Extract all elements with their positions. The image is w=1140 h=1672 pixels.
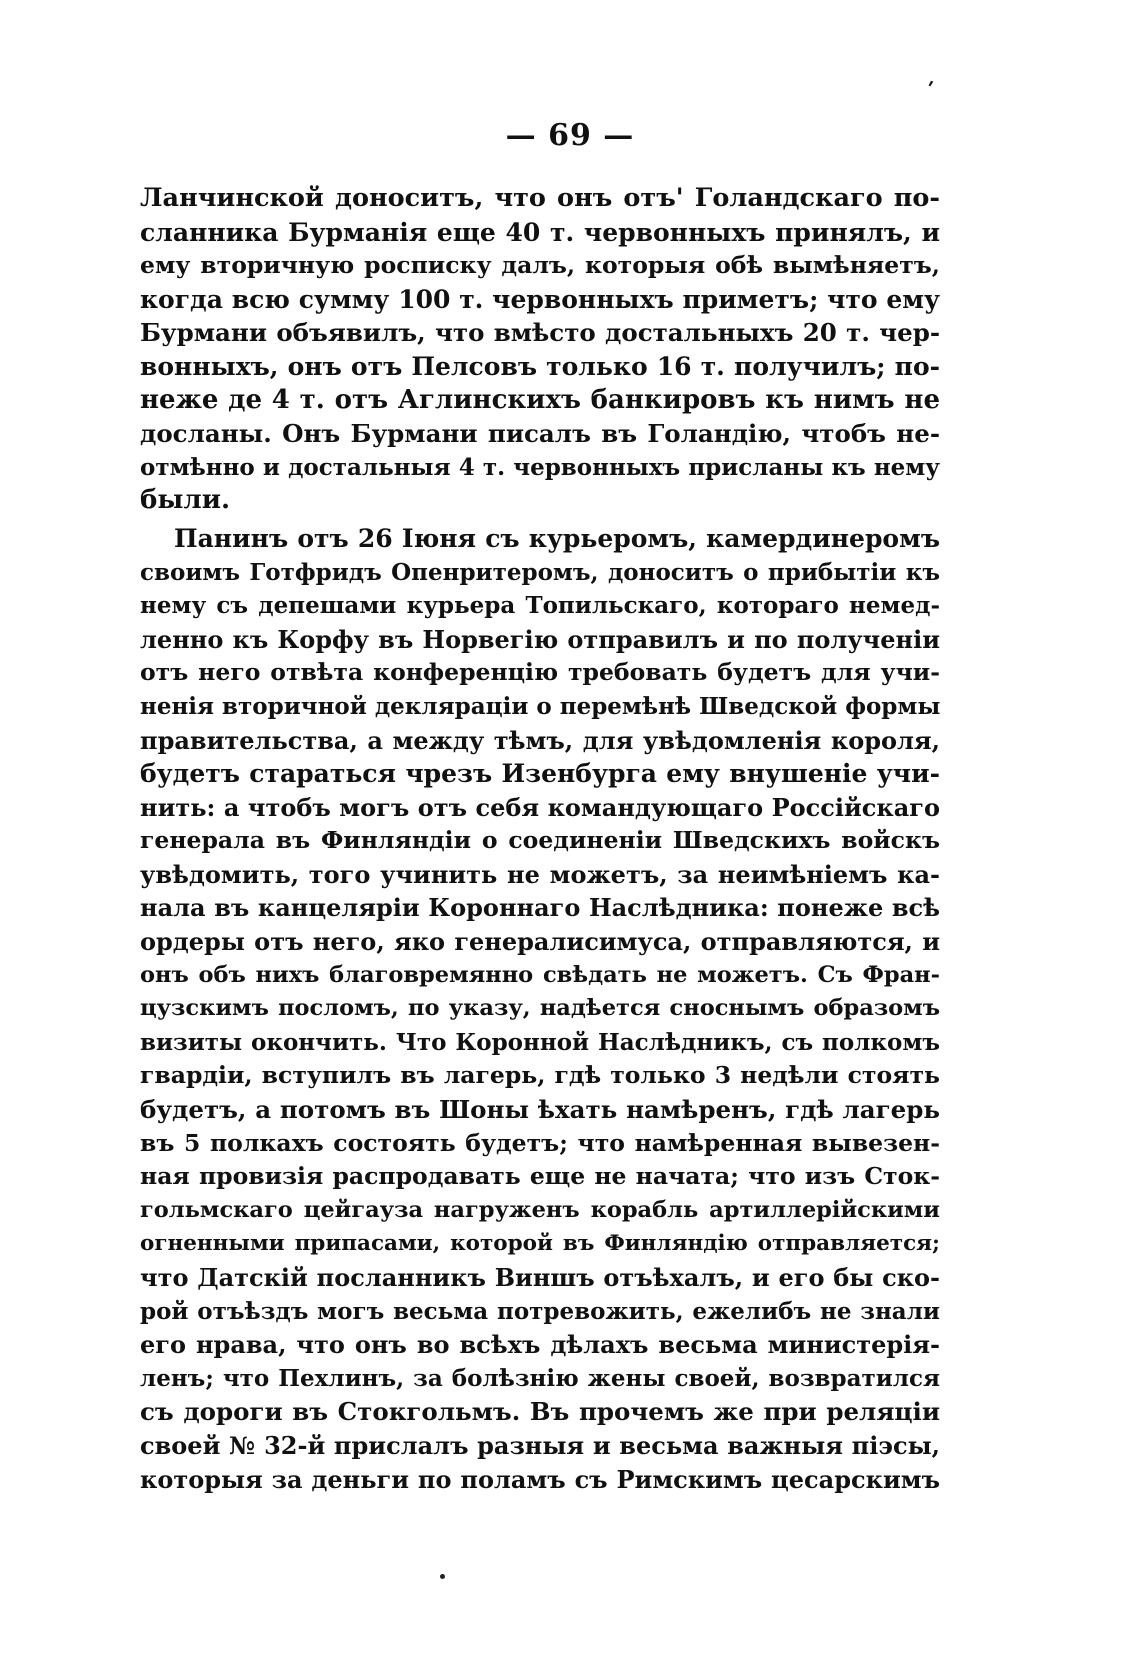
- text-line: генерала въ Финляндіи о соединеніи Шведскихъ войскъ: [140, 826, 940, 855]
- text-line: ордеры отъ него, яко генералисимуса, отправляются, и: [140, 927, 940, 957]
- ink-mark: ʹ: [920, 77, 936, 105]
- text-line: гвардіи, вступилъ въ лагерь, гдѣ только 3 недѣли стоять: [140, 1061, 940, 1090]
- text-line: нему съ депешами курьера Топильскаго, котораго немед-: [140, 592, 940, 620]
- text-line: гольмскаго цейгауза нагруженъ корабль артиллерійскими: [140, 1196, 940, 1223]
- text-line: съ дороги въ Стокгольмъ. Въ прочемъ же при реляціи: [140, 1397, 940, 1427]
- text-line: ненія вторичной декляраціи о перемѣнѣ Шведской формы: [140, 692, 941, 720]
- text-line: его нрава, что онъ во всѣхъ дѣлахъ весьма министерія-: [140, 1330, 940, 1360]
- text-line: цузскимъ посломъ, по указу, надѣется сноснымъ образомъ: [140, 995, 940, 1022]
- page-number: — 69 —: [505, 118, 635, 153]
- paragraph-1: [140, 182, 940, 518]
- text-line: своимъ Готфридъ Опенритеромъ, доноситъ о прибытіи къ: [140, 558, 940, 586]
- text-line: что Датскій посланникъ Виншъ отъѣхалъ, и его бы ско-: [140, 1263, 940, 1292]
- text-line: неже де 4 т. отъ Аглинскихъ банкировъ къ нимъ не: [140, 384, 940, 415]
- body-text: [140, 182, 940, 1496]
- text-line: отъ него отвѣта конференцію требовать будетъ для учи-: [140, 658, 940, 687]
- text-line: ему вторичную росписку далъ, которыя обѣ вымѣняетъ,: [140, 251, 940, 280]
- text-line: визиты окончить. Что Коронной Наслѣдникъ, съ полкомъ: [140, 1028, 940, 1056]
- text-line: вонныхъ, онъ отъ Пелсовъ только 16 т. получилъ; по-: [140, 351, 940, 381]
- text-line: Панинъ отъ 26 Іюня съ курьеромъ, камердинеромъ: [174, 523, 940, 553]
- text-line: которыя за деньги по поламъ съ Римскимъ цесарскимъ: [140, 1464, 940, 1494]
- text-line: въ 5 полкахъ состоять будетъ; что намѣренная вывезен-: [140, 1128, 940, 1157]
- text-line: нала въ канцеляріи Короннаго Наслѣдника: понеже всѣ: [140, 893, 940, 923]
- text-line: Бурмани объявилъ, что вмѣсто достальныхъ 20 т. чер-: [140, 318, 940, 348]
- text-line: правительства, а между тѣмъ, для увѣдомленія короля,: [140, 725, 940, 755]
- text-line: огненными припасами, которой въ Финляндію отправляется;: [140, 1231, 940, 1257]
- text-line: онъ объ нихъ благовремянно свѣдать не можетъ. Съ Фран-: [140, 961, 940, 988]
- ink-dot: [440, 1574, 445, 1579]
- text-line: Ланчинской доноситъ, что онъ отъ' Голандскаго по-: [140, 183, 940, 213]
- text-line: были.: [140, 485, 231, 516]
- text-line: рой отъѣздъ могъ весьма потревожить, ежелибъ не знали: [140, 1297, 940, 1325]
- text-line: ная провизія распродавать еще не начата; что изъ Сток-: [140, 1162, 940, 1191]
- paragraph-2: [140, 522, 940, 1496]
- text-line: ленъ; что Пехлинъ, за болѣзнію жены своей, возвратился: [140, 1364, 940, 1392]
- text-line: сланника Бурманія еще 40 т. червонныхъ принялъ, и: [140, 217, 940, 247]
- text-line: досланы. Онъ Бурмани писалъ въ Голандію, чтобъ не-: [140, 419, 940, 449]
- text-line: ленно къ Корфу въ Норвегію отправилъ и по полученіи: [140, 624, 940, 654]
- text-line: увѣдомить, того учинить не можетъ, за неимѣніемъ ка-: [140, 859, 940, 889]
- text-line: будетъ, а потомъ въ Шоны ѣхать намѣренъ, гдѣ лагерь: [140, 1095, 940, 1125]
- text-line: когда всю сумму 100 т. червонныхъ приметъ; что ему: [140, 284, 940, 314]
- text-line: будетъ стараться чрезъ Изенбурга ему внушеніе учи-: [140, 759, 940, 789]
- text-line: отмѣнно и достальныя 4 т. червонныхъ присланы къ нему: [140, 453, 940, 481]
- text-line: своей № 32-й прислалъ разныя и весьма важныя піэсы,: [140, 1430, 940, 1460]
- text-line: нить: а чтобъ могъ отъ себя командующаго Россійскаго: [140, 792, 940, 822]
